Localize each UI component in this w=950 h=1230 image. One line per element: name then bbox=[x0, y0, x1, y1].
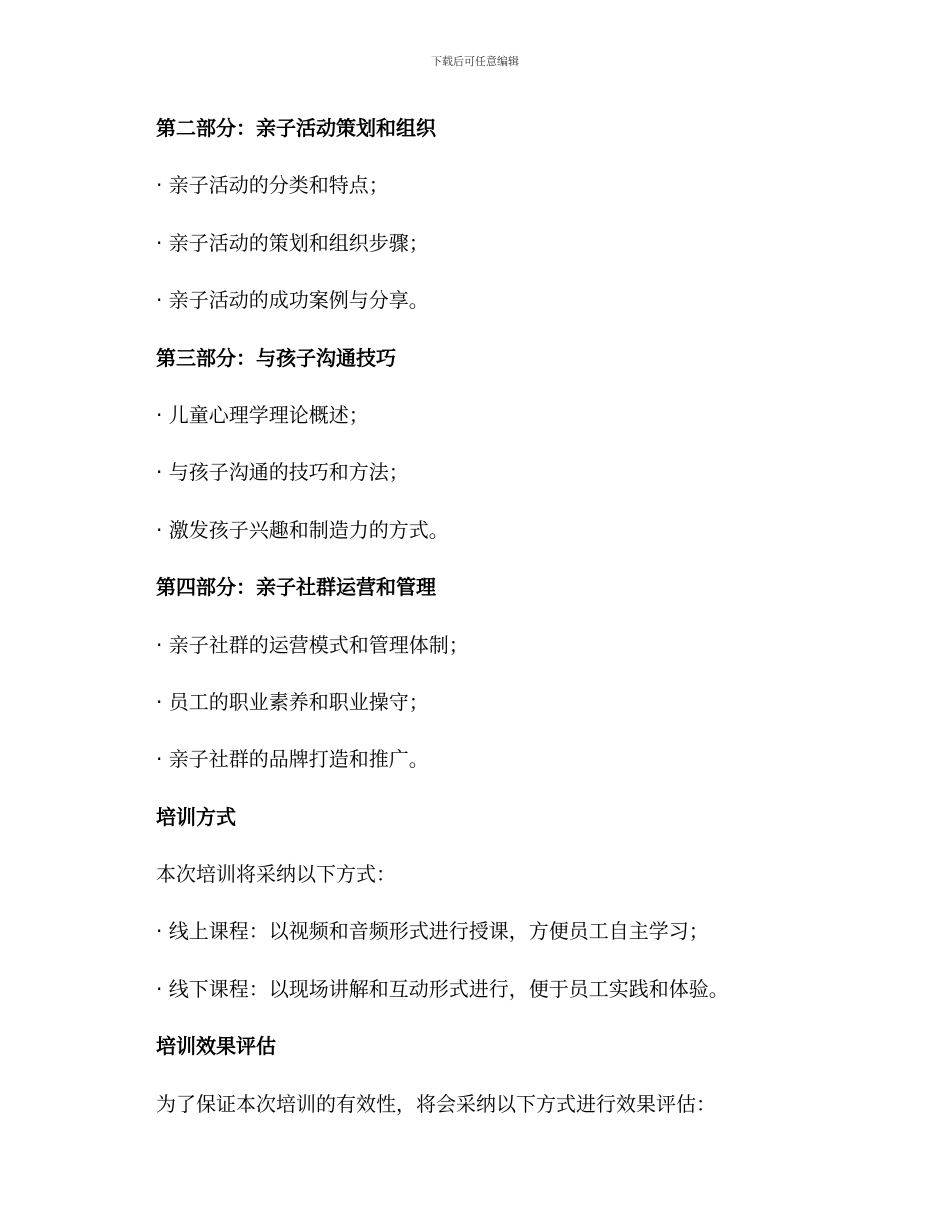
bullet-item: · 激发孩子兴趣和制造力的方式。 bbox=[156, 517, 449, 542]
bullet-item: · 亲子活动的分类和特点； bbox=[156, 173, 389, 198]
document-body bbox=[156, 113, 876, 1146]
bullet-item: · 亲子社群的品牌打造和推广。 bbox=[156, 747, 429, 772]
section-heading-part-three: 第三部分：与孩子沟通技巧 bbox=[156, 345, 396, 370]
bullet-item: · 线下课程：以现场讲解和互动形式进行，便于员工实践和体验。 bbox=[156, 976, 729, 1001]
bullet-item: · 儿童心理学理论概述； bbox=[156, 402, 369, 427]
paragraph: 本次培训将采纳以下方式： bbox=[156, 862, 396, 887]
bullet-item: · 亲子社群的运营模式和管理体制； bbox=[156, 632, 469, 657]
bullet-item: · 与孩子沟通的技巧和方法； bbox=[156, 460, 409, 485]
paragraph: 为了保证本次培训的有效性，将会采纳以下方式进行效果评估： bbox=[156, 1091, 716, 1116]
section-heading-evaluation: 培训效果评估 bbox=[156, 1034, 276, 1059]
bullet-item: · 员工的职业素养和职业操守； bbox=[156, 689, 429, 714]
bullet-item: · 线上课程：以视频和音频形式进行授课，方便员工自主学习； bbox=[156, 919, 709, 944]
bullet-item: · 亲子活动的成功案例与分享。 bbox=[156, 288, 429, 313]
bullet-item: · 亲子活动的策划和组织步骤； bbox=[156, 230, 429, 255]
page-header-note: 下载后可任意编辑 bbox=[431, 55, 519, 68]
section-heading-part-four: 第四部分：亲子社群运营和管理 bbox=[156, 575, 436, 600]
section-heading-part-two: 第二部分：亲子活动策划和组织 bbox=[156, 116, 436, 140]
section-heading-training-method: 培训方式 bbox=[156, 804, 236, 829]
